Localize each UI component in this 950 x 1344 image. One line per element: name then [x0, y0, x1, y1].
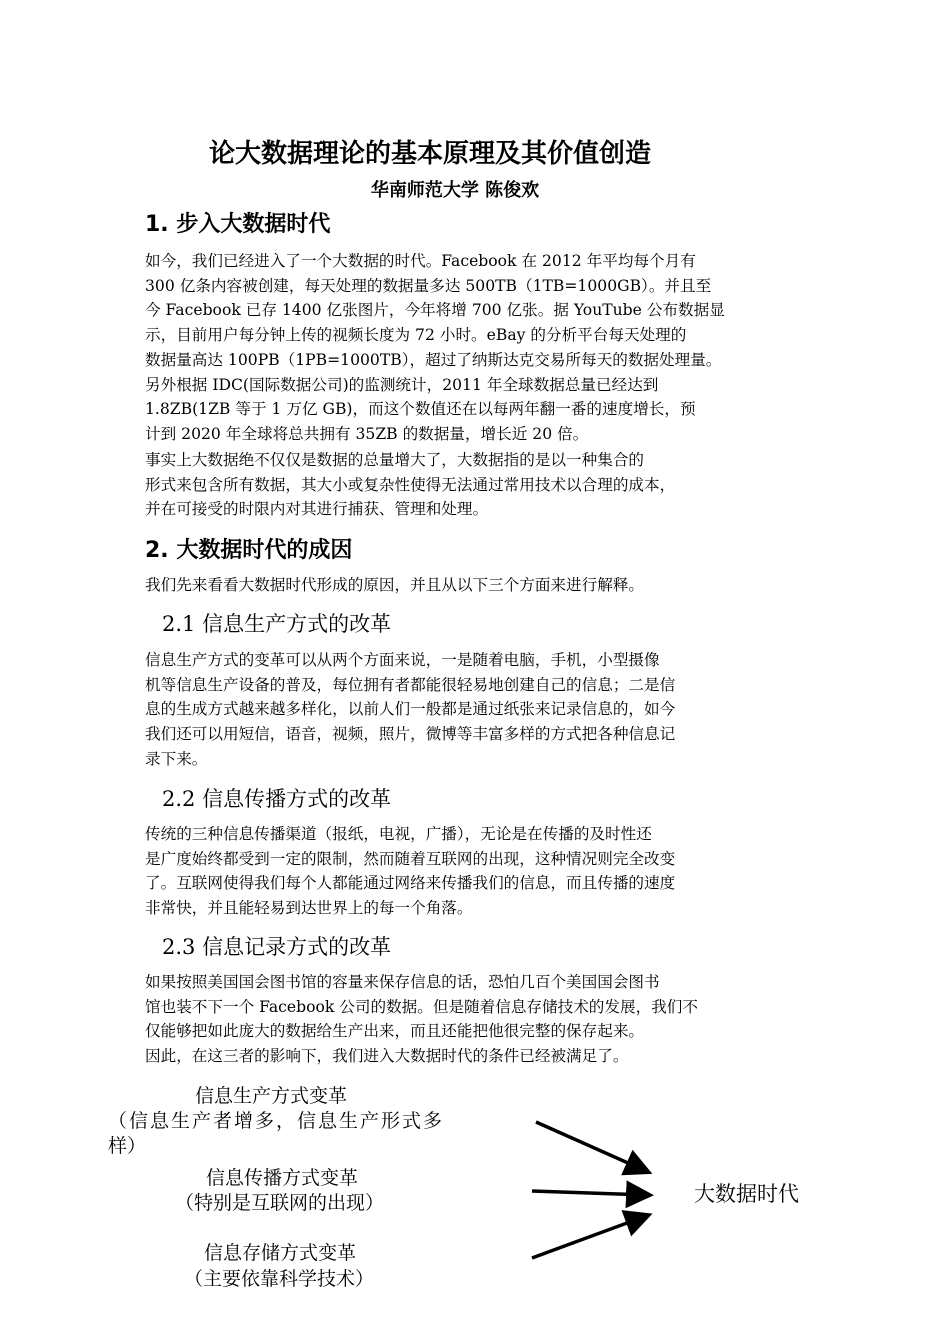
diagram-box-2-detail: （特别是互联网的出现） [175, 1192, 385, 1214]
text-line: 如果按照美国国会图书馆的容量来保存信息的话，恐怕几百个美国国会图书 [145, 973, 660, 991]
page-title: 论大数据理论的基本原理及其价值创造 [208, 139, 651, 169]
text-line: 传统的三种信息传播渠道（报纸，电视，广播），无论是在传播的及时性还 [145, 825, 652, 843]
arrow-3 [532, 1216, 646, 1258]
text-line: 示，目前用户每分钟上传的视频长度为 72 小时。eBay 的分析平台每天处理的 [145, 326, 687, 345]
text-line: 因此，在这三者的影响下，我们进入大数据时代的条件已经被满足了。 [145, 1047, 629, 1066]
text-line: 如今，我们已经进入了一个大数据的时代。Facebook 在 2012 年平均每个月有 [145, 252, 696, 270]
diagram-box-2-title: 信息传播方式变革 [206, 1167, 359, 1189]
section-2-heading: 2. 大数据时代的成因 [145, 538, 353, 563]
text-line: 今 Facebook 已存 1400 亿张图片，今年将增 700 亿张。据 YouTube 公布数据显 [145, 301, 725, 320]
diagram-box-3-title: 信息存储方式变革 [204, 1242, 357, 1264]
subsection-2-2-heading: 2.2 信息传播方式的改革 [162, 787, 392, 811]
arrow-1 [536, 1122, 646, 1171]
text-line: 是广度始终都受到一定的限制，然而随着互联网的出现，这种情况则完全改变 [145, 849, 676, 868]
text-line: 形式来包含所有数据，其大小或复杂性使得无法通过常用技术以合理的成本， [145, 475, 676, 494]
text-line: 数据量高达 100PB（1PB=1000TB），超过了纳斯达克交易所每天的数据处理量。 [145, 350, 722, 369]
diagram-box-3-detail: （主要依靠科学技术） [184, 1268, 375, 1290]
text-line: 我们还可以用短信，语音，视频，照片，微博等丰富多样的方式把各种信息记 [145, 725, 676, 744]
text-line: 录下来。 [145, 749, 208, 768]
text-line: 另外根据 IDC(国际数据公司)的监测统计，2011 年全球数据总量已经达到 [145, 375, 659, 394]
text-line: 非常快，并且能轻易到达世界上的每一个角落。 [145, 899, 473, 918]
text-line: 我们先来看看大数据时代形成的原因，并且从以下三个方面来进行解释。 [145, 576, 645, 594]
text-line: 事实上大数据绝不仅仅是数据的总量增大了，大数据指的是以一种集合的 [145, 451, 645, 469]
text-line: 1.8ZB(1ZB 等于 1 万亿 GB)，而这个数值还在以每两年翻一番的速度增长，预 [145, 400, 696, 419]
subsection-2-1-heading: 2.1 信息生产方式的改革 [162, 612, 392, 636]
diagram-box-1-detail-cont: 样） [108, 1135, 147, 1157]
text-line: 馆也装不下一个 Facebook 公司的数据。但是随着信息存储技术的发展，我们不 [145, 997, 698, 1016]
diagram-box-1-title: 信息生产方式变革 [195, 1085, 348, 1107]
text-line: 300 亿条内容被创建，每天处理的数据量多达 500TB（1TB=1000GB）。并且至 [145, 276, 712, 295]
text-line: 信息生产方式的变革可以从两个方面来说，一是随着电脑，手机，小型摄像 [145, 651, 660, 669]
diagram-result-label: 大数据时代 [694, 1182, 799, 1206]
text-line: 并在可接受的时限内对其进行捕获、管理和处理。 [145, 500, 489, 519]
text-line: 仅能够把如此庞大的数据给生产出来，而且还能把他很完整的保存起来。 [145, 1022, 645, 1041]
text-line: 机等信息生产设备的普及，每位拥有者都能很轻易地创建自己的信息；二是信 [145, 675, 676, 694]
diagram-box-1-detail: （信息生产者增多，信息生产形式多 [108, 1110, 445, 1132]
subsection-2-3-heading: 2.3 信息记录方式的改革 [162, 935, 392, 959]
author-line: 华南师范大学 陈俊欢 [370, 180, 540, 201]
section-1-heading: 1. 步入大数据时代 [145, 212, 331, 237]
text-line: 息的生成方式越来越多样化，以前人们一般都是通过纸张来记录信息的，如今 [145, 700, 676, 719]
arrow-2 [532, 1191, 647, 1195]
text-line: 了。互联网使得我们每个人都能通过网络来传播我们的信息，而且传播的速度 [145, 874, 676, 893]
text-line: 计到 2020 年全球将总共拥有 35ZB 的数据量，增长近 20 倍。 [145, 424, 589, 443]
